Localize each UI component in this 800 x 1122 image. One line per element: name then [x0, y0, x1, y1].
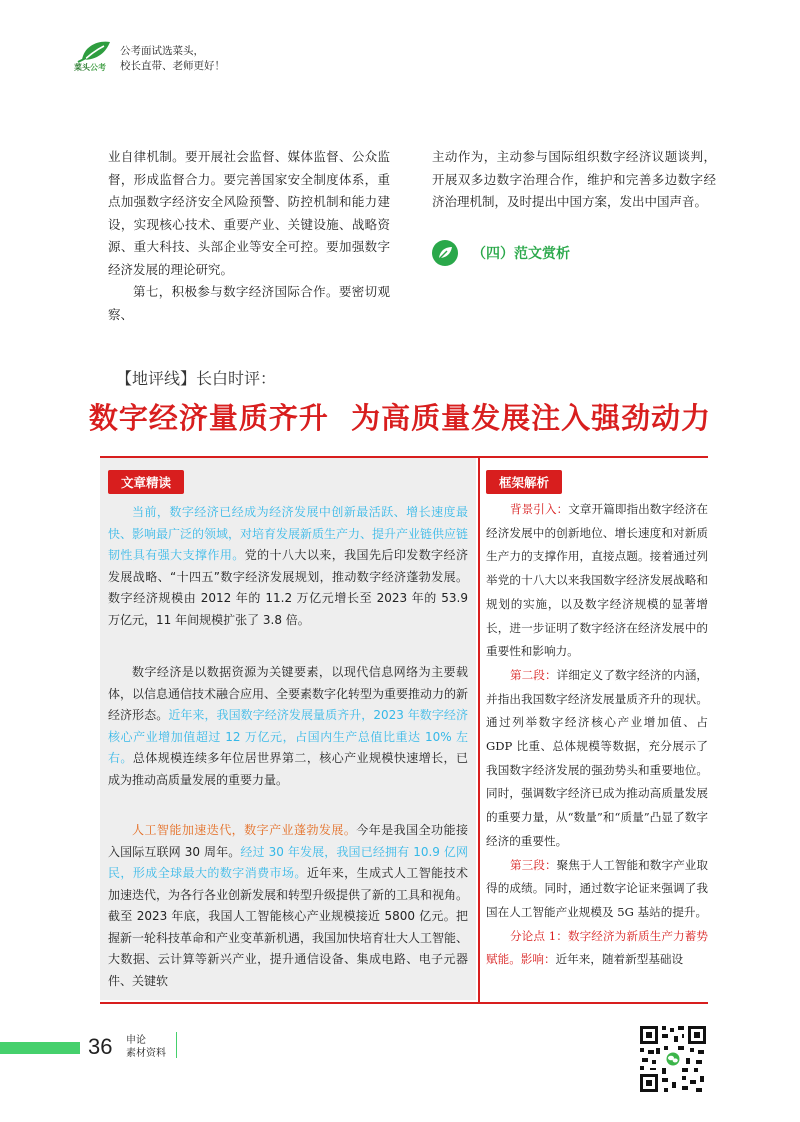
column-divider — [478, 456, 480, 1002]
page-number: 36 — [88, 1034, 113, 1059]
brand-slogan: 公考面试选菜头， 校长直带、老师更好！ — [120, 45, 225, 72]
top-left-paragraph-2: 第七，积极参与数字经济国际合作。要密切观察、 — [108, 284, 390, 322]
publication-name: 申论 素材资料 — [126, 1035, 166, 1059]
section-label: （四）范文赏析 — [472, 246, 570, 262]
framework-analysis-column — [486, 498, 708, 972]
topic-sentence: 人工智能加速迭代，数字产业蓬勃发展。 — [132, 823, 357, 837]
footer-accent-bar — [0, 1042, 80, 1054]
qr-code-icon[interactable] — [638, 1024, 708, 1094]
analysis-paragraph: 第二段：详细定义了数字经济的内涵，并指出我国数字经济发展量质齐升的现状。通过列举数字经济核心产业增加值、占 GDP 比重、总体规模等数据，充分展示了我国数字经济发展的强劲势头和重要地位。同时，强调数字经济已成为推动高质量发展的重要力量，从“数量”和“质量”凸显了数字经济的重要性。 — [486, 667, 708, 848]
highlight-text: 当前，数字经济已经成为经济发展中创新最活跃、增长速度最快、影响最广泛的领域，对培育发展新质生产力、提升产业链供应链韧性具有强大支撑作用。 — [108, 505, 469, 562]
article-source: 【地评线】长白时评： — [116, 369, 277, 388]
analysis-paragraph: 第三段：聚焦于人工智能和数字产业取得的成绩。同时，通过数字论证来强调了我国在人工智能产业规模及 5G 基站的提升。 — [486, 857, 708, 919]
tag-close-reading: 文章精读 — [108, 470, 184, 494]
top-left-column — [108, 146, 390, 326]
tag-framework-analysis: 框架解析 — [486, 470, 562, 494]
section-heading — [432, 240, 570, 266]
footer-divider — [176, 1032, 177, 1058]
article-paragraph-1: 当前，数字经济已经成为经济发展中创新最活跃、增长速度最快、影响最广泛的领域，对培育发展新质生产力、提升产业链供应链韧性具有强大支撑作用。党的十八大以来，我国先后印发数字经济发展战略、“十四五”数字经济发展规划，推动数字经济蓬勃发展。数字经济规模由 2012 年的 11.2 万亿元增长至 2023 年的 53.9 万亿元，11 年间规模扩张了 3.8 倍。 — [108, 505, 469, 627]
article-paragraph-3: 人工智能加速迭代，数字产业蓬勃发展。今年是我国全功能接入国际互联网 30 周年。经过 30 年发展，我国已经拥有 10.9 亿网民，形成全球最大的数字消费市场。近年来，生成式人工智能技术加速迭代，为各行各业创新发展和转型升级提供了新的工具和视角。截至 2023 年底，我国人工智能核心产业规模接近 5800 亿元。把握新一轮科技革命和产业变革新机遇，我国加快培育壮大人工智能、大数据、云计算等新兴产业，提升通信设备、集成电路、电子元器件、关键软 — [108, 823, 469, 988]
analysis-paragraph: 分论点 1：数字经济为新质生产力蓄势赋能。影响：近年来，随着新型基础设 — [486, 928, 708, 967]
analysis-paragraph: 背景引入：文章开篇即指出数字经济在经济发展中的创新地位、增长速度和对新质生产力的支撑作用，直接点题。接着通过列举党的十八大以来我国数字经济发展战略和规划的实施，以及数字经济规模的显著增长，进一步证明了数字经济在经济发展中的重要性和影响力。 — [486, 502, 708, 659]
top-left-paragraph: 业自律机制。要开展社会监督、媒体监督、公众监督，形成监督合力。要完善国家安全制度体系，重点加强数字经济安全风险预警、防控机制和能力建设，实现核心技术、重要产业、关键设施、战略资源、重大科技、头部企业等安全可控。要加强数字经济发展的理论研究。 — [108, 149, 390, 277]
brand-logo-text: 菜头公考 — [74, 63, 106, 72]
article-title: 数字经济量质齐升 为高质量发展注入强劲动力 — [88, 401, 712, 435]
top-right-paragraph: 主动作为，主动参与国际组织数字经济议题谈判，开展双多边数字治理合作，维护和完善多边数字经济治理机制，及时提出中国方案，发出中国声音。 — [432, 149, 716, 209]
article-paragraph-2: 数字经济是以数据资源为关键要素，以现代信息网络为主要载体，以信息通信技术融合应用、全要素数字化转型为重要推动力的新经济形态。近年来，我国数字经济发展量质齐升，2023 年数字经济核心产业增加值超过 12 万亿元，占国内生产总值比重达 10% 左右。总体规模连续多年位居世界第二，核心产业规模快速增长，已成为推动高质量发展的重要力量。 — [108, 665, 469, 787]
leaf-badge-icon — [432, 240, 458, 266]
highlight-text: 经过 30 年发展，我国已经拥有 10.9 亿网民，形成全球最大的数字消费市场。 — [108, 844, 469, 880]
highlight-text: 近年来，我国数字经济发展量质齐升，2023 年数字经济核心产业增加值超过 12 万亿元，占国内生产总值比重达 10% 左右。 — [108, 708, 468, 765]
